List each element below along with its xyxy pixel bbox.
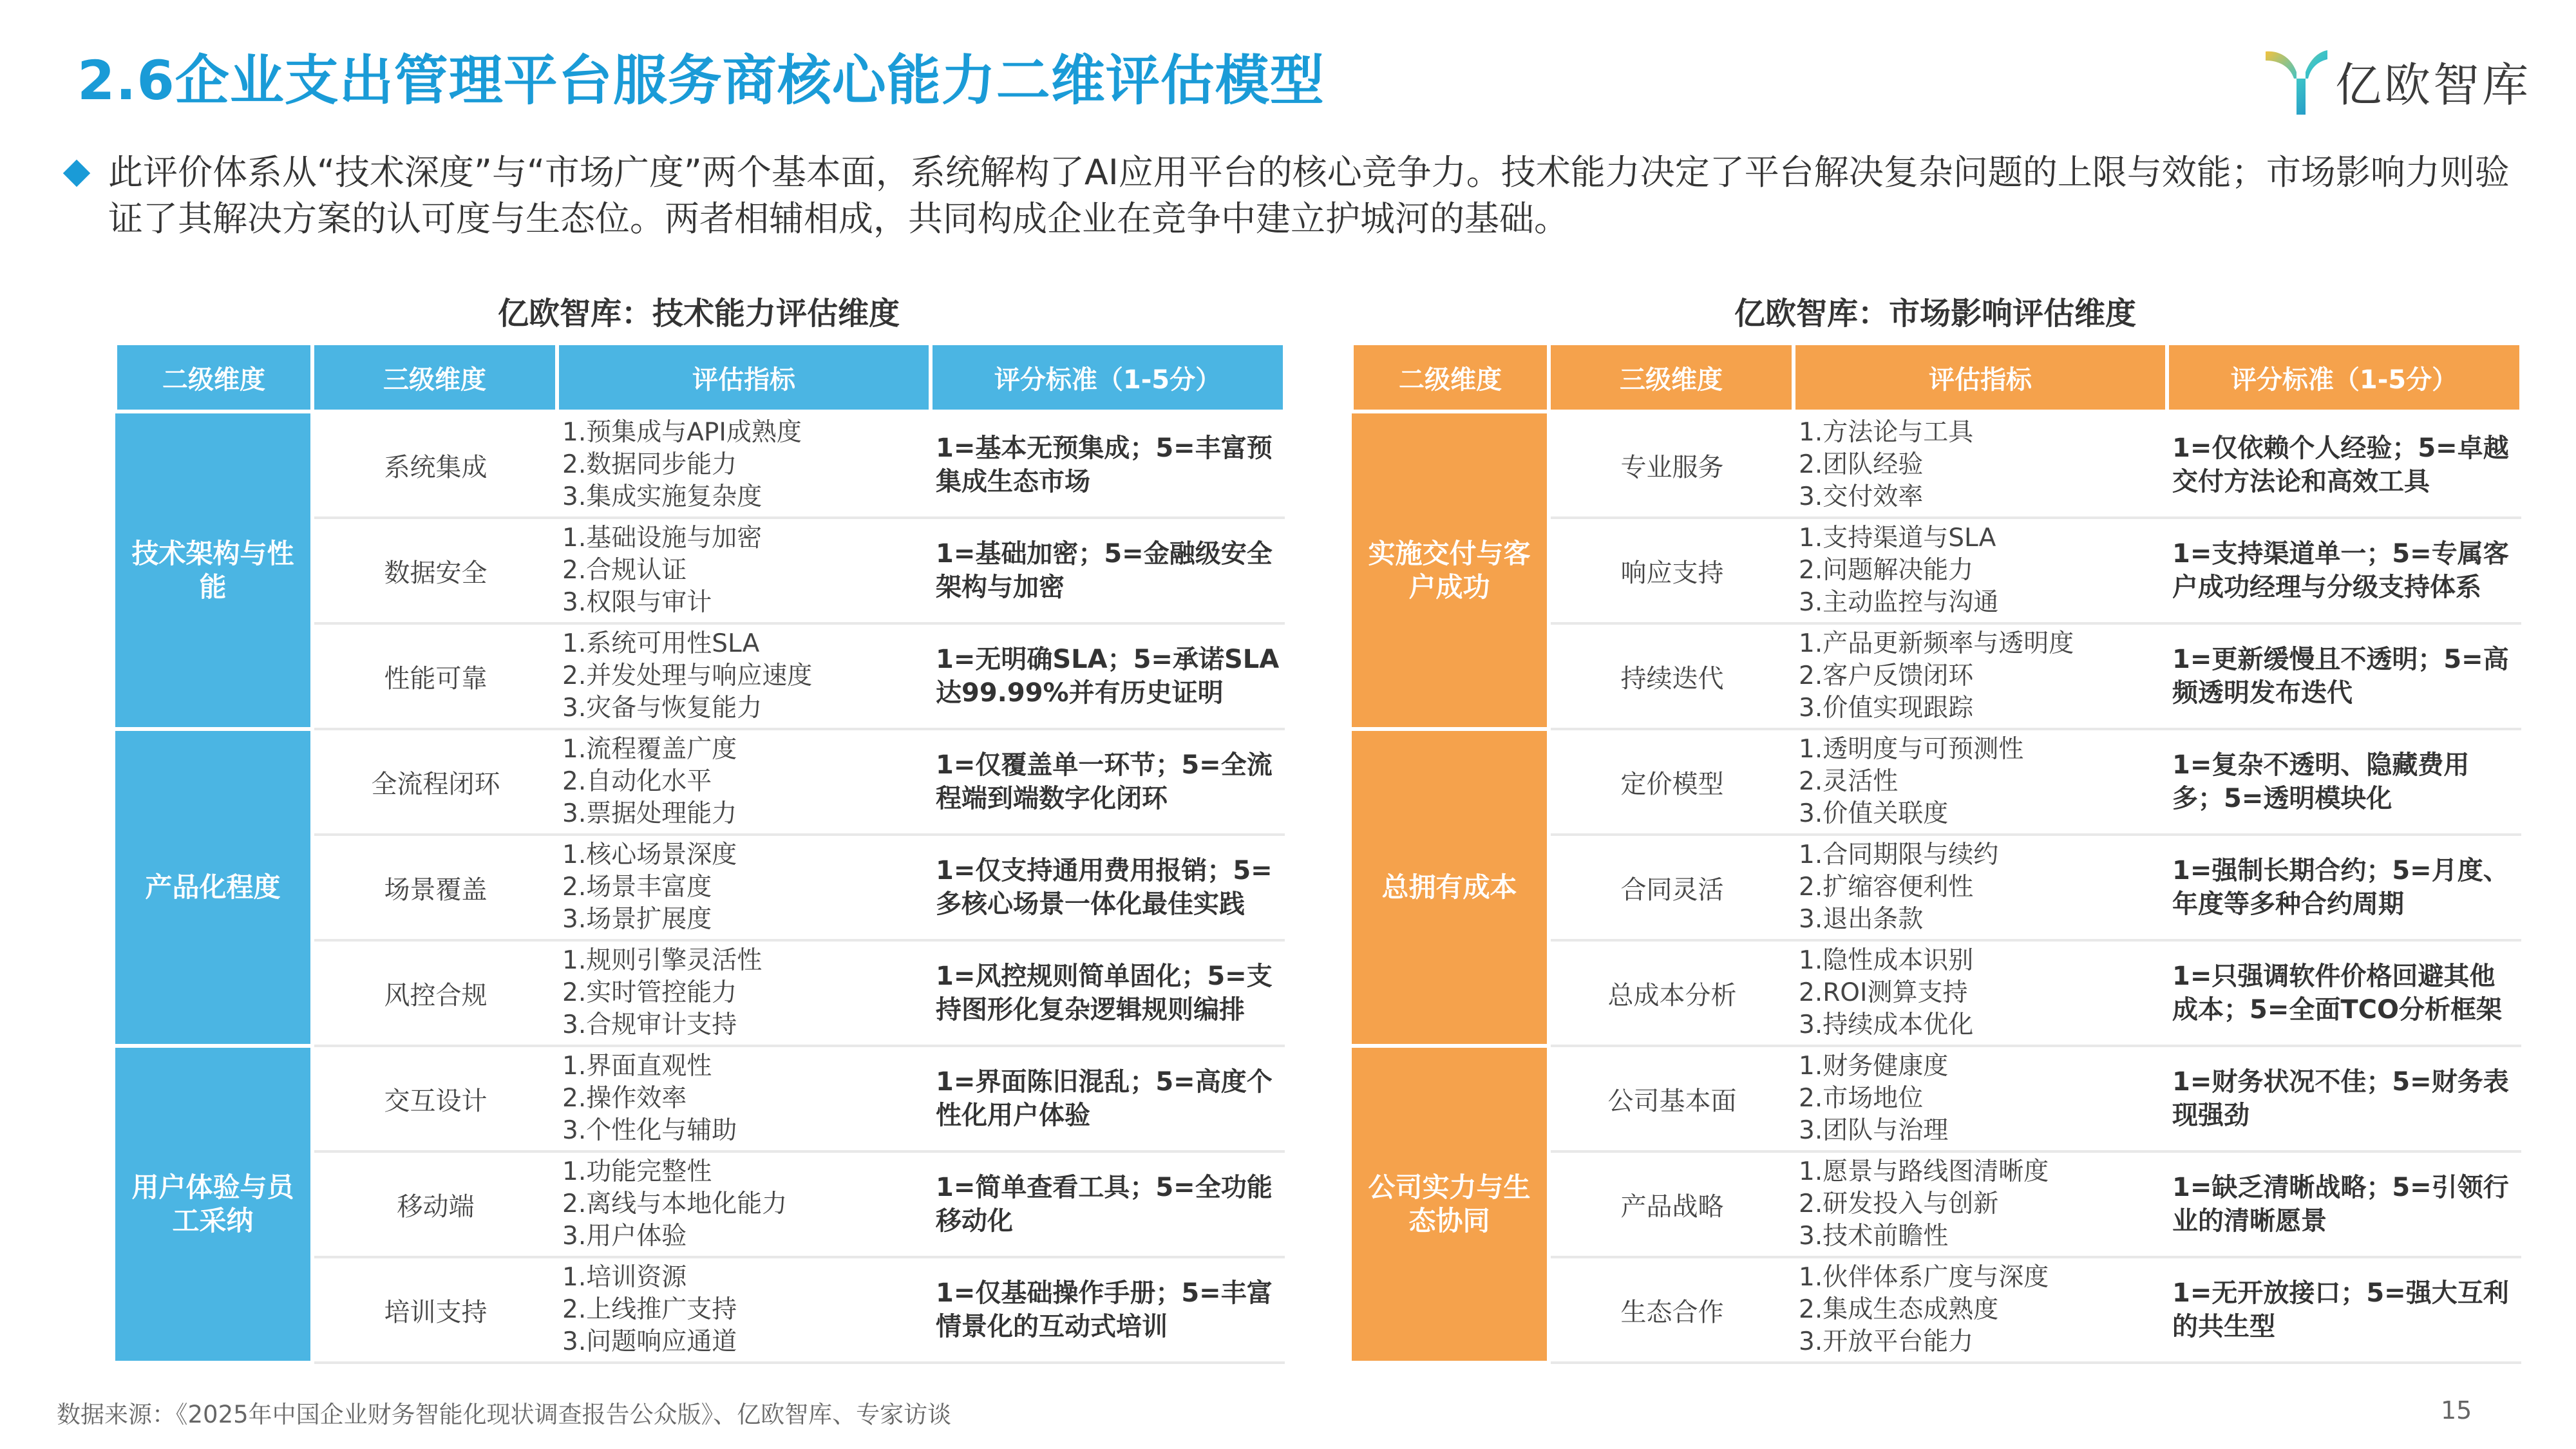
indicator-item: 2.并发处理与响应速度 xyxy=(562,661,813,690)
indicator-item: 1.产品更新频率与透明度 xyxy=(1799,629,2074,658)
indicator-item: 2.灵活性 xyxy=(1799,767,1899,796)
level3-dimension-cell: 系统集成 xyxy=(312,412,557,518)
level3-dimension-cell: 培训支持 xyxy=(312,1257,557,1363)
level3-dimension-cell: 移动端 xyxy=(312,1151,557,1257)
indicator-cell xyxy=(557,729,931,835)
level3-dimension-cell: 场景覆盖 xyxy=(312,835,557,940)
scoring-standard-cell: 1=无明确SLA；5=承诺SLA达99.99%并有历史证明 xyxy=(931,623,1285,729)
level2-dimension-cell: 用户体验与员工采纳 xyxy=(115,1046,312,1363)
tech-table-title: 亿欧智库：技术能力评估维度 xyxy=(497,296,900,332)
indicator-cell xyxy=(557,623,931,729)
level2-dimension-cell: 产品化程度 xyxy=(115,729,312,1046)
indicator-item: 1.预集成与API成熟度 xyxy=(562,418,802,447)
indicator-item: 2.市场地位 xyxy=(1799,1084,1924,1113)
indicator-cell xyxy=(1794,623,2167,729)
indicator-cell xyxy=(1794,940,2167,1046)
brand-logo xyxy=(2260,43,2531,120)
indicator-item: 2.合规认证 xyxy=(562,556,687,585)
level2-dimension-cell: 实施交付与客户成功 xyxy=(1352,412,1549,729)
indicator-item: 2.数据同步能力 xyxy=(562,450,737,479)
table-row xyxy=(115,729,1285,835)
indicator-item: 2.上线推广支持 xyxy=(562,1295,737,1324)
indicator-item: 3.退出条款 xyxy=(1799,905,1924,934)
indicator-item: 1.伙伴体系广度与深度 xyxy=(1799,1263,2049,1292)
level3-dimension-cell: 风控合规 xyxy=(312,940,557,1046)
indicator-item: 1.合同期限与续约 xyxy=(1799,840,1999,869)
indicator-cell xyxy=(557,1151,931,1257)
indicator-item: 2.团队经验 xyxy=(1799,450,1924,479)
table-row xyxy=(1352,1046,2521,1151)
scoring-standard-cell: 1=仅依赖个人经验；5=卓越交付方法论和高效工具 xyxy=(2167,412,2521,518)
brand-logo-icon xyxy=(2260,43,2331,120)
indicator-item: 3.用户体验 xyxy=(562,1222,687,1251)
scoring-standard-cell: 1=仅支持通用费用报销；5=多核心场景一体化最佳实践 xyxy=(931,835,1285,940)
indicator-cell xyxy=(1794,1046,2167,1151)
page-number: 15 xyxy=(2441,1396,2472,1425)
level3-dimension-cell: 性能可靠 xyxy=(312,623,557,729)
indicator-item: 1.隐性成本识别 xyxy=(1799,946,1974,975)
indicator-item: 3.技术前瞻性 xyxy=(1799,1222,1949,1251)
indicator-item: 1.透明度与可预测性 xyxy=(1799,735,2024,764)
indicator-item: 2.集成生态成熟度 xyxy=(1799,1295,1999,1324)
indicator-item: 2.问题解决能力 xyxy=(1799,556,1974,585)
indicator-cell xyxy=(1794,518,2167,623)
header-level2: 二级维度 xyxy=(115,343,312,412)
scoring-standard-cell: 1=财务状况不佳；5=财务表现强劲 xyxy=(2167,1046,2521,1151)
indicator-item: 2.客户反馈闭环 xyxy=(1799,661,1974,690)
level3-dimension-cell: 专业服务 xyxy=(1549,412,1794,518)
intro-text: 此评价体系从“技术深度”与“市场广度”两个基本面，系统解构了AI应用平台的核心竞争力。技术能力决定了平台解决复杂问题的上限与效能；市场影响力则验证了其解决方案的认可度与生态位。两者相辅相成，共同构成企业在竞争中建立护城河的基础。 xyxy=(108,152,2510,239)
indicator-item: 1.愿景与路线图清晰度 xyxy=(1799,1157,2049,1186)
scoring-standard-cell: 1=风控规则简单固化；5=支持图形化复杂逻辑规则编排 xyxy=(931,940,1285,1046)
scoring-standard-cell: 1=仅基础操作手册；5=丰富情景化的互动式培训 xyxy=(931,1257,1285,1363)
header-scoring: 评分标准（1-5分） xyxy=(931,343,1285,412)
diamond-bullet-icon xyxy=(63,160,90,187)
indicator-cell xyxy=(1794,1151,2167,1257)
intro-paragraph xyxy=(62,149,2535,242)
indicator-item: 2.场景丰富度 xyxy=(562,873,712,902)
level3-dimension-cell: 公司基本面 xyxy=(1549,1046,1794,1151)
indicator-item: 1.培训资源 xyxy=(562,1263,687,1292)
indicator-cell xyxy=(1794,1257,2167,1363)
indicator-item: 1.核心场景深度 xyxy=(562,840,737,869)
table-row xyxy=(115,1046,1285,1151)
indicator-cell xyxy=(557,1046,931,1151)
scoring-standard-cell: 1=无开放接口；5=强大互利的共生型 xyxy=(2167,1257,2521,1363)
indicator-item: 1.界面直观性 xyxy=(562,1052,712,1081)
level2-dimension-cell: 总拥有成本 xyxy=(1352,729,1549,1046)
indicator-item: 1.财务健康度 xyxy=(1799,1052,1949,1081)
level3-dimension-cell: 生态合作 xyxy=(1549,1257,1794,1363)
indicator-item: 3.票据处理能力 xyxy=(562,799,737,828)
indicator-item: 1.基础设施与加密 xyxy=(562,524,762,553)
level3-dimension-cell: 持续迭代 xyxy=(1549,623,1794,729)
indicator-cell xyxy=(557,940,931,1046)
indicator-item: 2.研发投入与创新 xyxy=(1799,1189,1999,1218)
brand-logo-text: 亿欧智库 xyxy=(2335,58,2532,112)
scoring-standard-cell: 1=基本无预集成；5=丰富预集成生态市场 xyxy=(931,412,1285,518)
indicator-item: 1.规则引擎灵活性 xyxy=(562,946,762,975)
scoring-standard-cell: 1=界面陈旧混乱；5=高度个性化用户体验 xyxy=(931,1046,1285,1151)
indicator-item: 3.团队与治理 xyxy=(1799,1116,1949,1145)
market-table-title: 亿欧智库：市场影响评估维度 xyxy=(1734,296,2136,332)
indicator-item: 2.实时管控能力 xyxy=(562,978,737,1007)
indicator-item: 2.ROI测算支持 xyxy=(1799,978,1968,1007)
scoring-standard-cell: 1=只强调软件价格回避其他成本；5=全面TCO分析框架 xyxy=(2167,940,2521,1046)
level2-dimension-cell: 公司实力与生态协同 xyxy=(1352,1046,1549,1363)
table-header-row xyxy=(1352,343,2521,412)
table-row xyxy=(1352,412,2521,518)
indicator-item: 3.价值实现跟踪 xyxy=(1799,694,1974,723)
indicator-item: 3.集成实施复杂度 xyxy=(562,482,762,511)
indicator-item: 3.问题响应通道 xyxy=(562,1327,737,1356)
indicator-cell xyxy=(557,1257,931,1363)
scoring-standard-cell: 1=简单查看工具；5=全功能移动化 xyxy=(931,1151,1285,1257)
indicator-item: 1.系统可用性SLA xyxy=(562,629,760,658)
header-level2: 二级维度 xyxy=(1352,343,1549,412)
indicator-item: 3.合规审计支持 xyxy=(562,1010,737,1039)
indicator-cell xyxy=(557,518,931,623)
scoring-standard-cell: 1=更新缓慢且不透明；5=高频透明发布迭代 xyxy=(2167,623,2521,729)
indicator-item: 1.功能完整性 xyxy=(562,1157,712,1186)
indicator-item: 3.主动监控与沟通 xyxy=(1799,588,1999,617)
scoring-standard-cell: 1=缺乏清晰战略；5=引领行业的清晰愿景 xyxy=(2167,1151,2521,1257)
indicator-item: 3.价值关联度 xyxy=(1799,799,1949,828)
indicator-cell xyxy=(557,412,931,518)
indicator-item: 3.灾备与恢复能力 xyxy=(562,694,762,723)
indicator-item: 3.场景扩展度 xyxy=(562,905,712,934)
level2-dimension-cell: 技术架构与性能 xyxy=(115,412,312,729)
tech-capability-table xyxy=(113,341,1287,1365)
indicator-cell xyxy=(1794,412,2167,518)
indicator-item: 2.扩缩容便利性 xyxy=(1799,873,1974,902)
scoring-standard-cell: 1=支持渠道单一；5=专属客户成功经理与分级支持体系 xyxy=(2167,518,2521,623)
indicator-item: 1.方法论与工具 xyxy=(1799,418,1974,447)
level3-dimension-cell: 定价模型 xyxy=(1549,729,1794,835)
scoring-standard-cell: 1=强制长期合约；5=月度、年度等多种合约周期 xyxy=(2167,835,2521,940)
indicator-item: 1.支持渠道与SLA xyxy=(1799,524,1996,553)
header-indicator: 评估指标 xyxy=(557,343,931,412)
indicator-item: 2.自动化水平 xyxy=(562,767,712,796)
indicator-item: 3.权限与审计 xyxy=(562,588,712,617)
scoring-standard-cell: 1=仅覆盖单一环节；5=全流程端到端数字化闭环 xyxy=(931,729,1285,835)
indicator-item: 3.开放平台能力 xyxy=(1799,1327,1974,1356)
data-source-note: 数据来源：《2025年中国企业财务智能化现状调查报告公众版》、亿欧智库、专家访谈 xyxy=(57,1401,952,1428)
scoring-standard-cell: 1=基础加密；5=金融级安全架构与加密 xyxy=(931,518,1285,623)
level3-dimension-cell: 总成本分析 xyxy=(1549,940,1794,1046)
level3-dimension-cell: 交互设计 xyxy=(312,1046,557,1151)
level3-dimension-cell: 响应支持 xyxy=(1549,518,1794,623)
level3-dimension-cell: 全流程闭环 xyxy=(312,729,557,835)
page-title: 2.6企业支出管理平台服务商核心能力二维评估模型 xyxy=(77,49,1325,112)
table-header-row xyxy=(115,343,1285,412)
header-indicator: 评估指标 xyxy=(1794,343,2167,412)
table-row xyxy=(115,412,1285,518)
indicator-item: 3.持续成本优化 xyxy=(1799,1010,1974,1039)
indicator-item: 2.操作效率 xyxy=(562,1084,687,1113)
market-impact-table xyxy=(1350,341,2523,1365)
header-level3: 三级维度 xyxy=(1549,343,1794,412)
level3-dimension-cell: 产品战略 xyxy=(1549,1151,1794,1257)
indicator-cell xyxy=(557,835,931,940)
indicator-item: 3.个性化与辅助 xyxy=(562,1116,737,1145)
indicator-item: 2.离线与本地化能力 xyxy=(562,1189,788,1218)
level3-dimension-cell: 合同灵活 xyxy=(1549,835,1794,940)
indicator-cell xyxy=(1794,729,2167,835)
indicator-item: 3.交付效率 xyxy=(1799,482,1924,511)
header-scoring: 评分标准（1-5分） xyxy=(2167,343,2521,412)
table-row xyxy=(1352,729,2521,835)
scoring-standard-cell: 1=复杂不透明、隐藏费用多；5=透明模块化 xyxy=(2167,729,2521,835)
indicator-item: 1.流程覆盖广度 xyxy=(562,735,737,764)
indicator-cell xyxy=(1794,835,2167,940)
level3-dimension-cell: 数据安全 xyxy=(312,518,557,623)
header-level3: 三级维度 xyxy=(312,343,557,412)
